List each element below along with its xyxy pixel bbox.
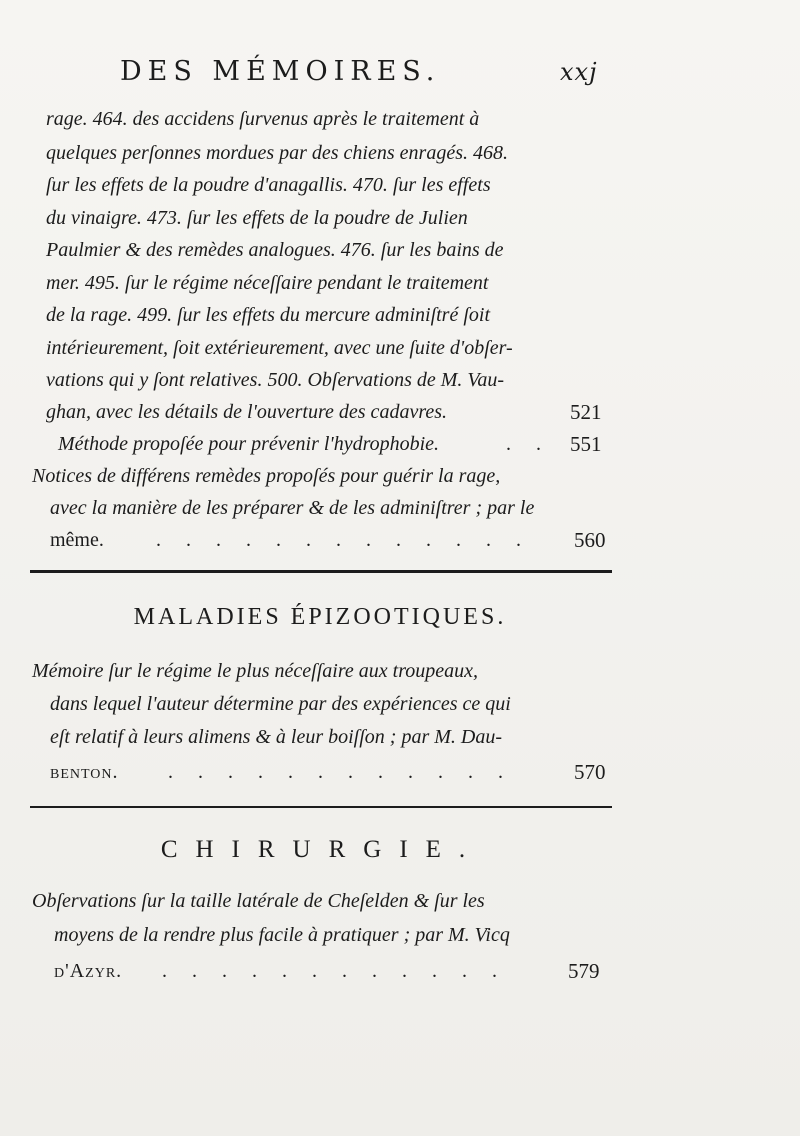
toc-page-ref: 551 [570,432,602,456]
toc-leader-dots: . . . . . . . . . . . . [162,960,507,982]
toc-entry-title: Notices de différens remèdes propoſés pour guérir la rage, [32,465,501,487]
toc-leader-dots: . . [506,433,551,455]
toc-line: de la rage. 499. ſur les effets du mercure adminiſtré ſoit [46,304,491,326]
toc-line-end: même. [50,529,104,551]
toc-line-end: d'Azyr. [54,960,123,982]
section-divider [30,806,612,808]
toc-line: vations qui y ſont relatives. 500. Obſervations de M. Vau- [46,369,505,391]
toc-entry-title: Méthode propoſée pour prévenir l'hydrophobie. [58,433,440,455]
toc-line: avec la manière de les préparer & de les adminiſtrer ; par le [50,497,535,519]
toc-line: dans lequel l'auteur détermine par des expériences ce qui [50,693,511,715]
toc-line: mer. 495. ſur le régime néceſſaire pendant le traitement [46,272,489,294]
toc-page-ref: 579 [568,959,600,983]
section-heading-epizootic: MALADIES ÉPIZOOTIQUES. [133,604,507,630]
toc-line: moyens de la rendre plus facile à pratiquer ; par M. Vicq [54,924,510,946]
toc-page-ref: 560 [574,528,606,552]
toc-line: ſur les effets de la poudre d'anagallis. 470. ſur les effets [46,174,491,196]
toc-line: rage. 464. des accidens ſurvenus après le traitement à [46,108,480,130]
toc-line [54,956,122,986]
toc-line: ghan, avec les détails de l'ouverture des cadavres. [46,401,448,423]
running-head [0,56,800,96]
section-heading-surgery: CHIRURGIE. [160,836,484,863]
toc-line: Paulmier & des remèdes analogues. 476. ſur les bains de [46,239,504,261]
toc-line [50,757,119,787]
page-number: xxj [560,58,598,86]
toc-page-ref: 521 [570,400,602,424]
toc-page-ref: 570 [574,760,606,784]
toc-leader-dots: . . . . . . . . . . . . . [156,529,531,551]
toc-line: du vinaigre. 473. ſur les effets de la poudre de Julien [46,207,468,229]
toc-entry-title: Obſervations ſur la taille latérale de Cheſelden & ſur les [32,890,485,912]
toc-line: eſt relatif à leurs alimens & à leur boiſſon ; par M. Dau- [50,726,503,748]
section-divider [30,570,612,573]
running-title: DES MÉMOIRES. [120,56,441,87]
toc-leader-dots: . . . . . . . . . . . . [168,761,513,783]
toc-line [50,525,104,555]
toc-line-end: benton. [50,761,119,783]
toc-line: quelques perſonnes mordues par des chiens enragés. 468. [46,142,508,164]
toc-line: intérieurement, ſoit extérieurement, avec une ſuite d'obſer- [46,337,513,359]
toc-entry-title: Mémoire ſur le régime le plus néceſſaire aux troupeaux, [32,660,478,682]
